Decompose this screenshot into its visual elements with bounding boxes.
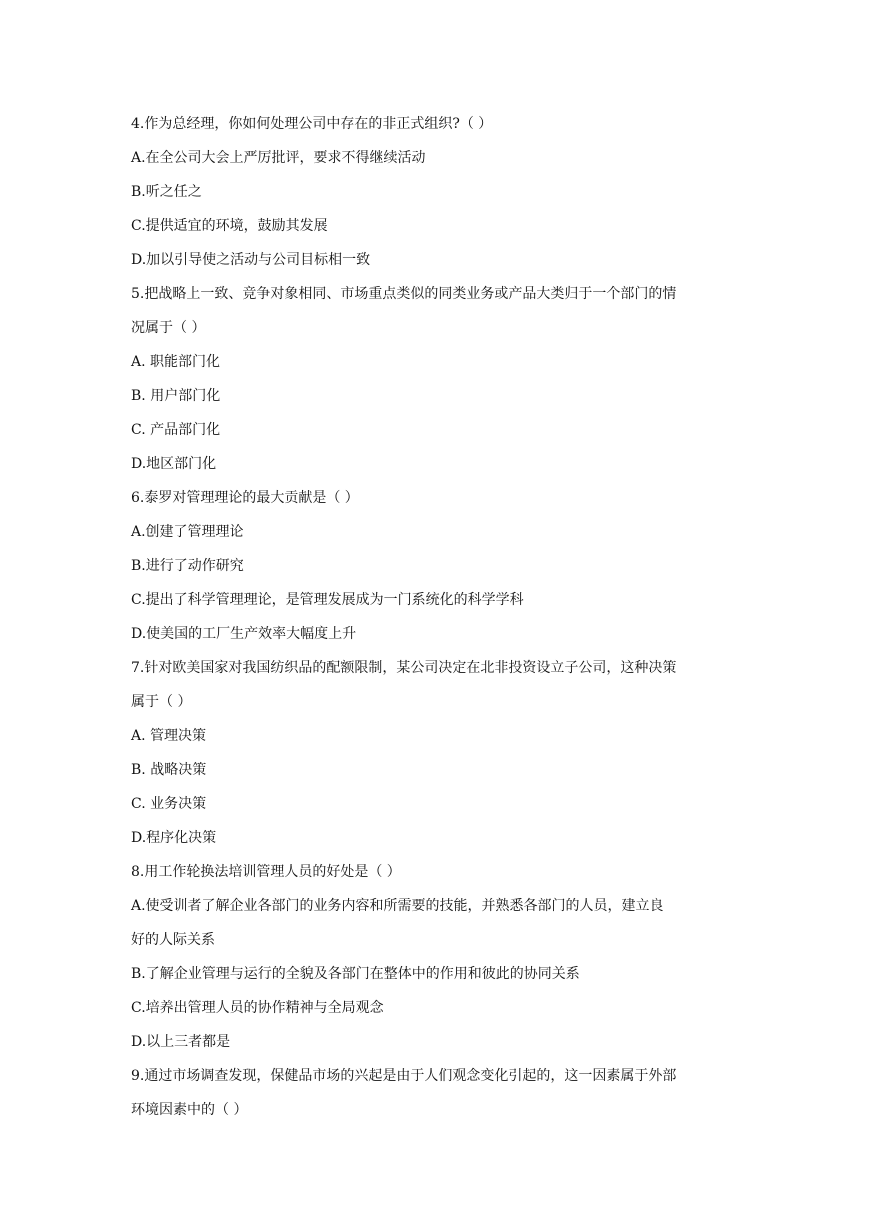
question-8-option-a-cont: 好的人际关系 [131,932,215,948]
question-4-option-b: B.听之任之 [131,184,202,200]
question-7-stem: 7.针对欧美国家对我国纺织品的配额限制，某公司决定在北非投资设立子公司，这种决策 [131,660,677,676]
question-7-option-b: B. 战略决策 [131,762,207,778]
question-7-option-c: C. 业务决策 [131,796,207,812]
question-6-option-d: D.使美国的工厂生产效率大幅度上升 [131,626,357,642]
question-6-option-c: C.提出了科学管理理论，是管理发展成为一门系统化的科学学科 [131,592,524,608]
question-4-option-c: C.提供适宜的环境，鼓励其发展 [131,218,328,234]
question-6-stem: 6.泰罗对管理理论的最大贡献是（ ） [131,490,359,506]
question-5-stem: 5.把战略上一致、竞争对象相同、市场重点类似的同类业务或产品大类归于一个部门的情 [131,286,677,302]
question-9-stem-cont: 环境因素中的（ ） [131,1102,248,1118]
question-6-option-b: B.进行了动作研究 [131,558,244,574]
question-7-option-d: D.程序化决策 [131,830,217,846]
question-9-stem: 9.通过市场调查发现，保健品市场的兴起是由于人们观念变化引起的，这一因素属于外部 [131,1068,677,1084]
question-5-option-d: D.地区部门化 [131,456,217,472]
question-5-option-c: C. 产品部门化 [131,422,221,438]
question-5-stem-cont: 况属于（ ） [131,320,206,336]
question-4-option-d: D.加以引导使之活动与公司目标相一致 [131,252,371,268]
question-8-option-c: C.培养出管理人员的协作精神与全局观念 [131,1000,384,1016]
question-list [131,107,731,1127]
question-7-stem-cont: 属于（ ） [131,694,192,710]
question-4-option-a: A.在全公司大会上严厉批评，要求不得继续活动 [131,150,426,166]
question-6-option-a: A.创建了管理理论 [131,524,244,540]
question-8-option-a: A.使受训者了解企业各部门的业务内容和所需要的技能，并熟悉各部门的人员，建立良 [131,898,664,914]
question-7-option-a: A. 管理决策 [131,728,207,744]
question-8-option-d: D.以上三者都是 [131,1034,231,1050]
question-8-option-b: B.了解企业管理与运行的全貌及各部门在整体中的作用和彼此的协同关系 [131,966,580,982]
question-8-stem: 8.用工作轮换法培训管理人员的好处是（ ） [131,864,401,880]
question-5-option-a: A. 职能部门化 [131,354,221,370]
question-5-option-b: B. 用户部门化 [131,388,221,404]
question-4-stem: 4.作为总经理，你如何处理公司中存在的非正式组织?（ ） [131,116,493,132]
